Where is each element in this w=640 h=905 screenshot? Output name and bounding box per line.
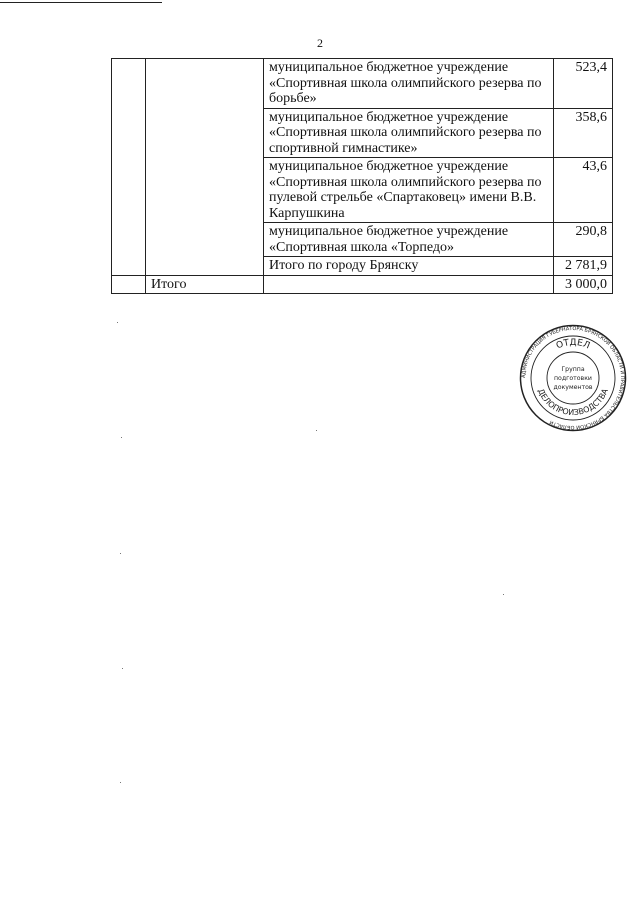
institution-name: муниципальное бюджетное учреждение «Спортивная школа олимпийского резерва по спортивной гимнастике» <box>264 108 554 158</box>
subtotal-label: Итого по городу Брянску <box>264 257 554 276</box>
stamp-outer-text: АДМИНИСТРАЦИЯ ГУБЕРНАТОРА БРЯНСКОЙ ОБЛАСТИ И ПРАВИТЕЛЬСТВА БРЯНСКОЙ ОБЛАСТИ <box>520 325 626 431</box>
top-rule <box>0 2 162 3</box>
scan-speck <box>120 553 121 554</box>
scan-speck <box>121 437 122 438</box>
table-cell-empty <box>264 275 554 294</box>
amount-value: 358,6 <box>554 108 613 158</box>
institution-name: муниципальное бюджетное учреждение «Спортивная школа «Торпедо» <box>264 223 554 257</box>
table-cell-empty <box>112 59 146 276</box>
total-label: Итого <box>146 275 264 294</box>
stamp-ring-top: ОТДЕЛ <box>554 337 592 352</box>
amount-value: 290,8 <box>554 223 613 257</box>
stamp-center-line: подготовки <box>554 375 592 382</box>
office-stamp <box>519 324 627 432</box>
total-row <box>112 275 613 294</box>
allocation-table <box>111 58 613 294</box>
stamp-center-line: документов <box>553 384 593 391</box>
stamp-center-line: Группа <box>561 366 585 373</box>
table-cell-empty <box>112 275 146 294</box>
scan-speck <box>122 668 123 669</box>
page-number: 2 <box>317 36 323 50</box>
total-value: 3 000,0 <box>554 275 613 294</box>
table-cell-empty <box>146 59 264 276</box>
amount-value: 43,6 <box>554 158 613 223</box>
institution-name: муниципальное бюджетное учреждение «Спортивная школа олимпийского резерва по борьбе» <box>264 59 554 109</box>
institution-name: муниципальное бюджетное учреждение «Спортивная школа олимпийского резерва по пулевой стрельбе «Спартаковец» имени В.В. Карпушкина <box>264 158 554 223</box>
scan-speck <box>120 782 121 783</box>
stamp-ring-bottom: ДЕЛОПРОИЗВОДСТВА <box>536 387 610 418</box>
scan-speck <box>503 594 504 595</box>
scan-speck <box>117 322 118 323</box>
table-row <box>112 59 613 109</box>
amount-value: 523,4 <box>554 59 613 109</box>
subtotal-value: 2 781,9 <box>554 257 613 276</box>
scan-speck <box>316 430 317 431</box>
